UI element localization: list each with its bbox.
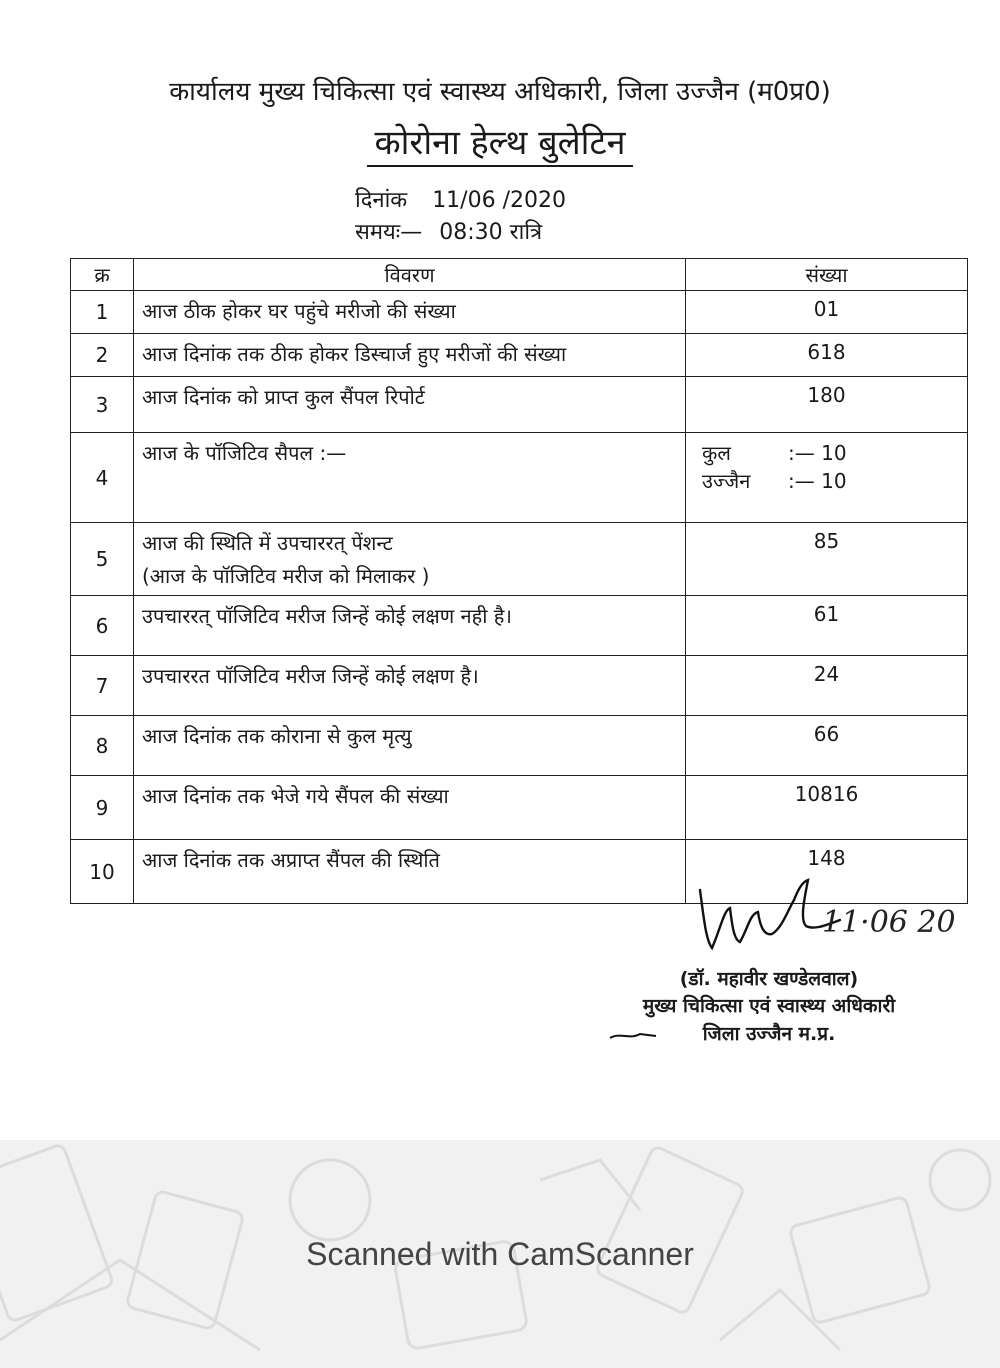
row-sn: 2 <box>71 334 134 377</box>
header-description: विवरण <box>134 259 686 291</box>
row-count-breakdown <box>686 433 968 523</box>
date-line <box>355 184 566 214</box>
row-sn: 9 <box>71 776 134 840</box>
table-row <box>71 433 968 523</box>
table-row <box>71 656 968 716</box>
date-value: 11/06 /2020 <box>432 188 566 213</box>
row-sn: 4 <box>71 433 134 523</box>
row-description: आज दिनांक तक भेजे गये सैंपल की संख्या <box>134 776 686 840</box>
row-description-line2: (आज के पॉजिटिव मरीज को मिलाकर ) <box>142 564 430 588</box>
count-city-line <box>694 467 959 495</box>
row-count: 01 <box>686 291 968 334</box>
row-count: 148 <box>686 840 968 904</box>
count-total-value: :— 10 <box>788 441 847 465</box>
time-label: समयः— <box>355 220 423 245</box>
time-value: 08:30 रात्रि <box>439 220 543 245</box>
header-count: संख्या <box>686 259 968 291</box>
footer-text: Scanned with CamScanner <box>306 1236 694 1272</box>
row-count: 61 <box>686 596 968 656</box>
bulletin-title-text: कोरोना हेल्थ बुलेटिन <box>367 123 634 167</box>
row-count: 66 <box>686 716 968 776</box>
table-row <box>71 596 968 656</box>
signer-district: जिला उज्जैन म.प्र. <box>702 1023 836 1045</box>
row-sn: 8 <box>71 716 134 776</box>
row-description: उपचाररत पॉजिटिव मरीज जिन्हें कोई लक्षण है। <box>134 656 686 716</box>
row-sn: 7 <box>71 656 134 716</box>
table-header-row <box>71 259 968 291</box>
count-total-label: कुल <box>702 441 731 465</box>
count-city-label: उज्जैन <box>702 469 751 493</box>
header-sn: क्र <box>71 259 134 291</box>
table-row <box>71 776 968 840</box>
row-sn: 3 <box>71 377 134 433</box>
row-count: 24 <box>686 656 968 716</box>
table-row <box>71 291 968 334</box>
signer-name: (डॉ. महावीर खण्डेलवाल) <box>679 968 859 990</box>
time-line <box>355 216 542 246</box>
row-sn: 1 <box>71 291 134 334</box>
row-description-line1: आज की स्थिति में उपचाररत् पेंशन्ट <box>142 531 393 555</box>
row-sn: 5 <box>71 523 134 596</box>
table-row <box>71 523 968 596</box>
count-total-line <box>694 439 959 467</box>
row-count: 618 <box>686 334 968 377</box>
bulletin-table <box>70 258 968 904</box>
row-sn: 6 <box>71 596 134 656</box>
row-description: आज दिनांक तक अप्राप्त सैंपल की स्थिति <box>134 840 686 904</box>
row-description: आज के पॉजिटिव सैपल :— <box>134 433 686 523</box>
count-city-value: :— 10 <box>788 469 847 493</box>
handwritten-date: 11·06 20 <box>822 905 956 940</box>
table-row <box>71 334 968 377</box>
row-sn: 10 <box>71 840 134 904</box>
row-description: आज ठीक होकर घर पहुंचे मरीजो की संख्या <box>134 291 686 334</box>
row-description: आज दिनांक को प्राप्त कुल सैंपल रिपोर्ट <box>134 377 686 433</box>
initial-mark <box>608 1028 658 1044</box>
office-heading: कार्यालय मुख्य चिकित्सा एवं स्वास्थ्य अधिकारी, जिला उज्जैन (म0प्र0) <box>169 77 831 107</box>
bulletin-title <box>0 118 1000 164</box>
table-row <box>71 377 968 433</box>
row-count: 85 <box>686 523 968 596</box>
row-description: उपचाररत् पॉजिटिव मरीज जिन्हें कोई लक्षण नही है। <box>134 596 686 656</box>
row-count: 180 <box>686 377 968 433</box>
signer-designation: मुख्य चिकित्सा एवं स्वास्थ्य अधिकारी <box>642 995 896 1017</box>
table-row <box>71 716 968 776</box>
row-description <box>134 523 686 596</box>
row-description: आज दिनांक तक ठीक होकर डिस्चार्ज हुए मरीजों की संख्या <box>134 334 686 377</box>
date-label: दिनांक <box>355 188 408 213</box>
row-count: 10816 <box>686 776 968 840</box>
row-description: आज दिनांक तक कोराना से कुल मृत्यु <box>134 716 686 776</box>
